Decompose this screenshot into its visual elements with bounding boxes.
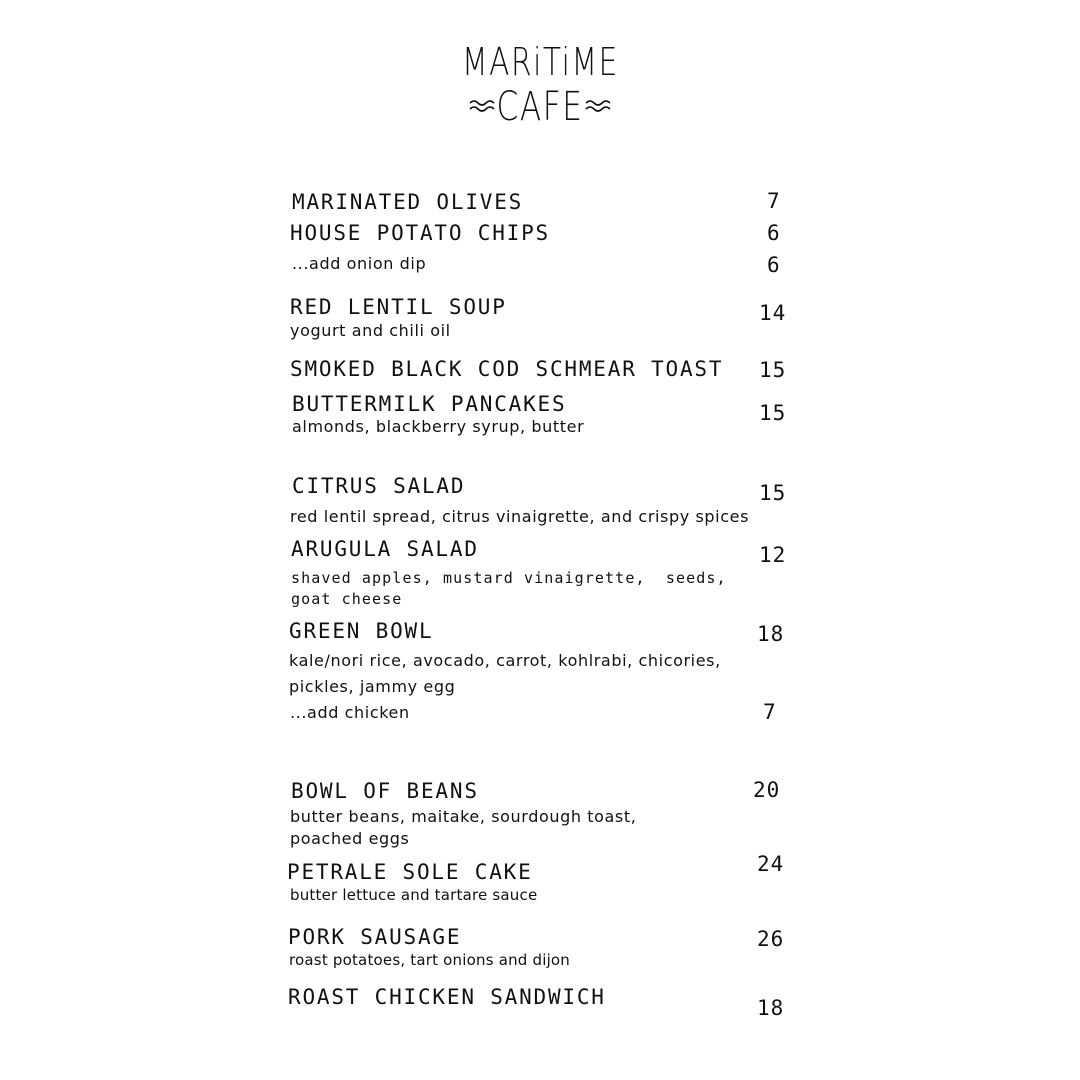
menu-item-price: 7 — [763, 700, 777, 724]
menu-item-description: kale/nori rice, avocado, carrot, kohlrabi, chicories, — [289, 651, 721, 670]
menu-item-name: ARUGULA SALAD — [291, 537, 479, 561]
menu-item-addon: ...add onion dip — [292, 254, 427, 273]
menu-item-name: BOWL OF BEANS — [291, 779, 479, 803]
menu-item-name: SMOKED BLACK COD SCHMEAR TOAST — [290, 357, 724, 381]
menu-item-price: 20 — [753, 778, 781, 802]
menu-item-description: shaved apples, mustard vinaigrette, seeds, — [291, 569, 727, 587]
menu-item-price: 6 — [767, 221, 781, 245]
menu-item-description: yogurt and chili oil — [290, 321, 451, 340]
menu-item-price: 14 — [759, 301, 787, 325]
menu-item-price: 7 — [767, 189, 781, 213]
menu-item-description: almonds, blackberry syrup, butter — [292, 417, 585, 436]
menu-item-description: poached eggs — [290, 829, 410, 848]
menu-item-name: HOUSE POTATO CHIPS — [290, 221, 550, 245]
menu-item-name: GREEN BOWL — [289, 619, 434, 643]
maritime-cafe-logo — [440, 40, 640, 132]
menu-item-description: butter lettuce and tartare sauce — [290, 886, 538, 904]
menu-item-name: MARINATED OLIVES — [292, 190, 524, 214]
menu-item-name: BUTTERMILK PANCAKES — [292, 392, 567, 416]
menu-item-price: 15 — [759, 481, 787, 505]
menu-item-price: 18 — [757, 622, 785, 646]
menu-item-description: butter beans, maitake, sourdough toast, — [290, 807, 637, 826]
menu-item-name: ROAST CHICKEN SANDWICH — [288, 985, 606, 1009]
menu-item-description: goat cheese — [291, 590, 403, 608]
double-wave-icon — [584, 96, 612, 116]
menu-item-price: 26 — [757, 927, 785, 951]
menu-item-price: 24 — [757, 852, 785, 876]
menu-item-name: RED LENTIL SOUP — [290, 295, 507, 319]
menu-item-description: roast potatoes, tart onions and dijon — [289, 951, 571, 969]
menu-item-price: 6 — [767, 253, 781, 277]
logo-line-2: CAFE — [496, 84, 584, 130]
menu-item-name: PORK SAUSAGE — [288, 925, 462, 949]
menu-item-description: pickles, jammy egg — [289, 677, 456, 696]
menu-item-name: CITRUS SALAD — [292, 474, 466, 498]
menu-item-description: red lentil spread, citrus vinaigrette, and crispy spices — [290, 507, 750, 526]
menu-item-price: 15 — [759, 401, 787, 425]
menu-item-price: 18 — [757, 996, 785, 1020]
menu-item-addon: ...add chicken — [290, 703, 410, 722]
menu-item-price: 15 — [759, 358, 787, 382]
logo-line-1: MARiTiME — [462, 40, 619, 84]
menu-item-price: 12 — [759, 543, 787, 567]
menu-item-name: PETRALE SOLE CAKE — [287, 860, 533, 884]
